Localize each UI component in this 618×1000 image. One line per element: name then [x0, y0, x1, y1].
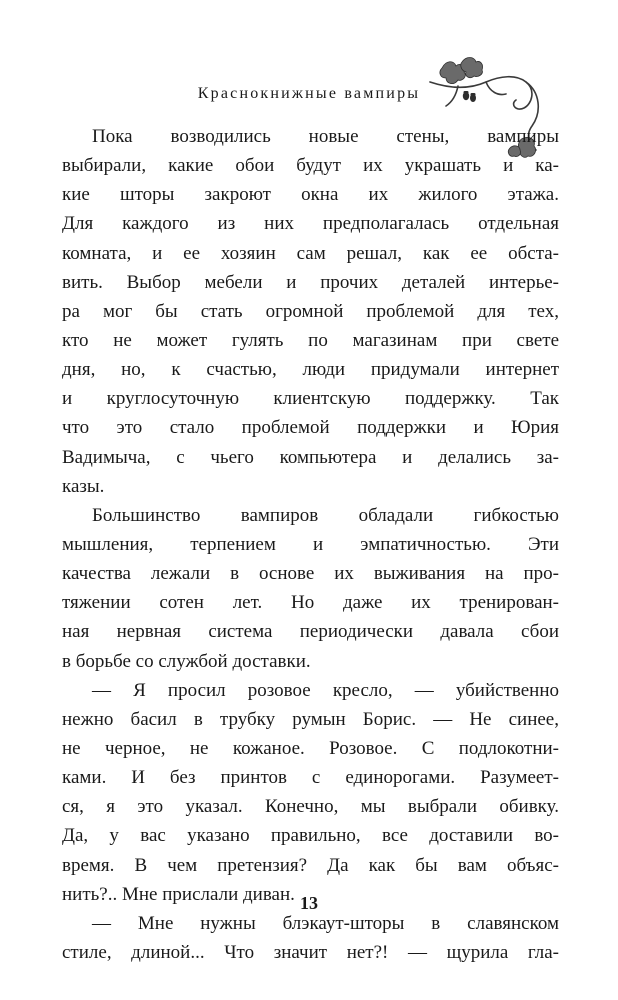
text-line: нежно басил в трубку румын Борис. — Не синее,	[62, 708, 559, 730]
text-line: кто не может гулять по магазинам при свете	[62, 329, 559, 351]
text-line: казы.	[62, 475, 105, 497]
text-line: выбирали, какие обои будут их украшать и ка-	[62, 155, 559, 177]
page-number: 13	[300, 893, 318, 913]
text-line: Да, у вас указано правильно, все доставили во-	[62, 825, 559, 847]
body-text	[62, 122, 559, 967]
text-line: кие шторы закроют окна их жилого этажа.	[62, 184, 559, 206]
text-line: в борьбе со службой доставки.	[62, 650, 311, 672]
text-line: вить. Выбор мебели и прочих деталей интерье-	[62, 271, 559, 293]
text-line: ная нервная система периодически давала сбои	[62, 621, 559, 643]
running-title: Краснокнижные вампиры	[197, 85, 421, 102]
text-line: качества лежали в основе их выживания на про-	[62, 563, 559, 585]
text-line: Пока возводились новые стены, вампиры	[92, 126, 559, 147]
text-line: ра мог бы стать огромной проблемой для тех,	[62, 300, 559, 322]
text-line: Для каждого из них предполагалась отдельная	[62, 213, 559, 235]
text-line: ками. И без принтов с единорогами. Разумеет-	[62, 767, 559, 789]
text-line: что это стало проблемой поддержки и Юрия	[62, 417, 559, 439]
text-line: стиле, длиной... Что значит нет?! — щурила гла-	[62, 941, 559, 963]
text-line: мышления, терпением и эмпатичностью. Эти	[62, 533, 559, 555]
text-line: не черное, не кожаное. Розовое. С подлокотни-	[62, 737, 559, 759]
text-line: комната, и ее хозяин сам решал, как ее обста-	[62, 242, 559, 264]
text-line: тяжении сотен лет. Но даже их тренирован-	[62, 592, 559, 614]
text-line: Большинство вампиров обладали гибкостью	[92, 504, 559, 526]
text-line: — Мне нужны блэкаут-шторы в славянском	[92, 912, 559, 934]
text-line: ся, я это указал. Конечно, мы выбрали обивку.	[62, 796, 559, 818]
text-line: и круглосуточную клиентскую поддержку. Так	[62, 388, 559, 410]
text-line: время. В чем претензия? Да как бы вам объяс-	[62, 854, 559, 876]
text-line: нить?.. Мне прислали диван.	[62, 883, 295, 905]
text-line: Вадимыча, с чьего компьютера и делались за-	[62, 446, 559, 468]
text-line: дня, но, к счастью, люди придумали интернет	[62, 359, 559, 381]
text-line: — Я просил розовое кресло, — убийственно	[92, 679, 559, 701]
